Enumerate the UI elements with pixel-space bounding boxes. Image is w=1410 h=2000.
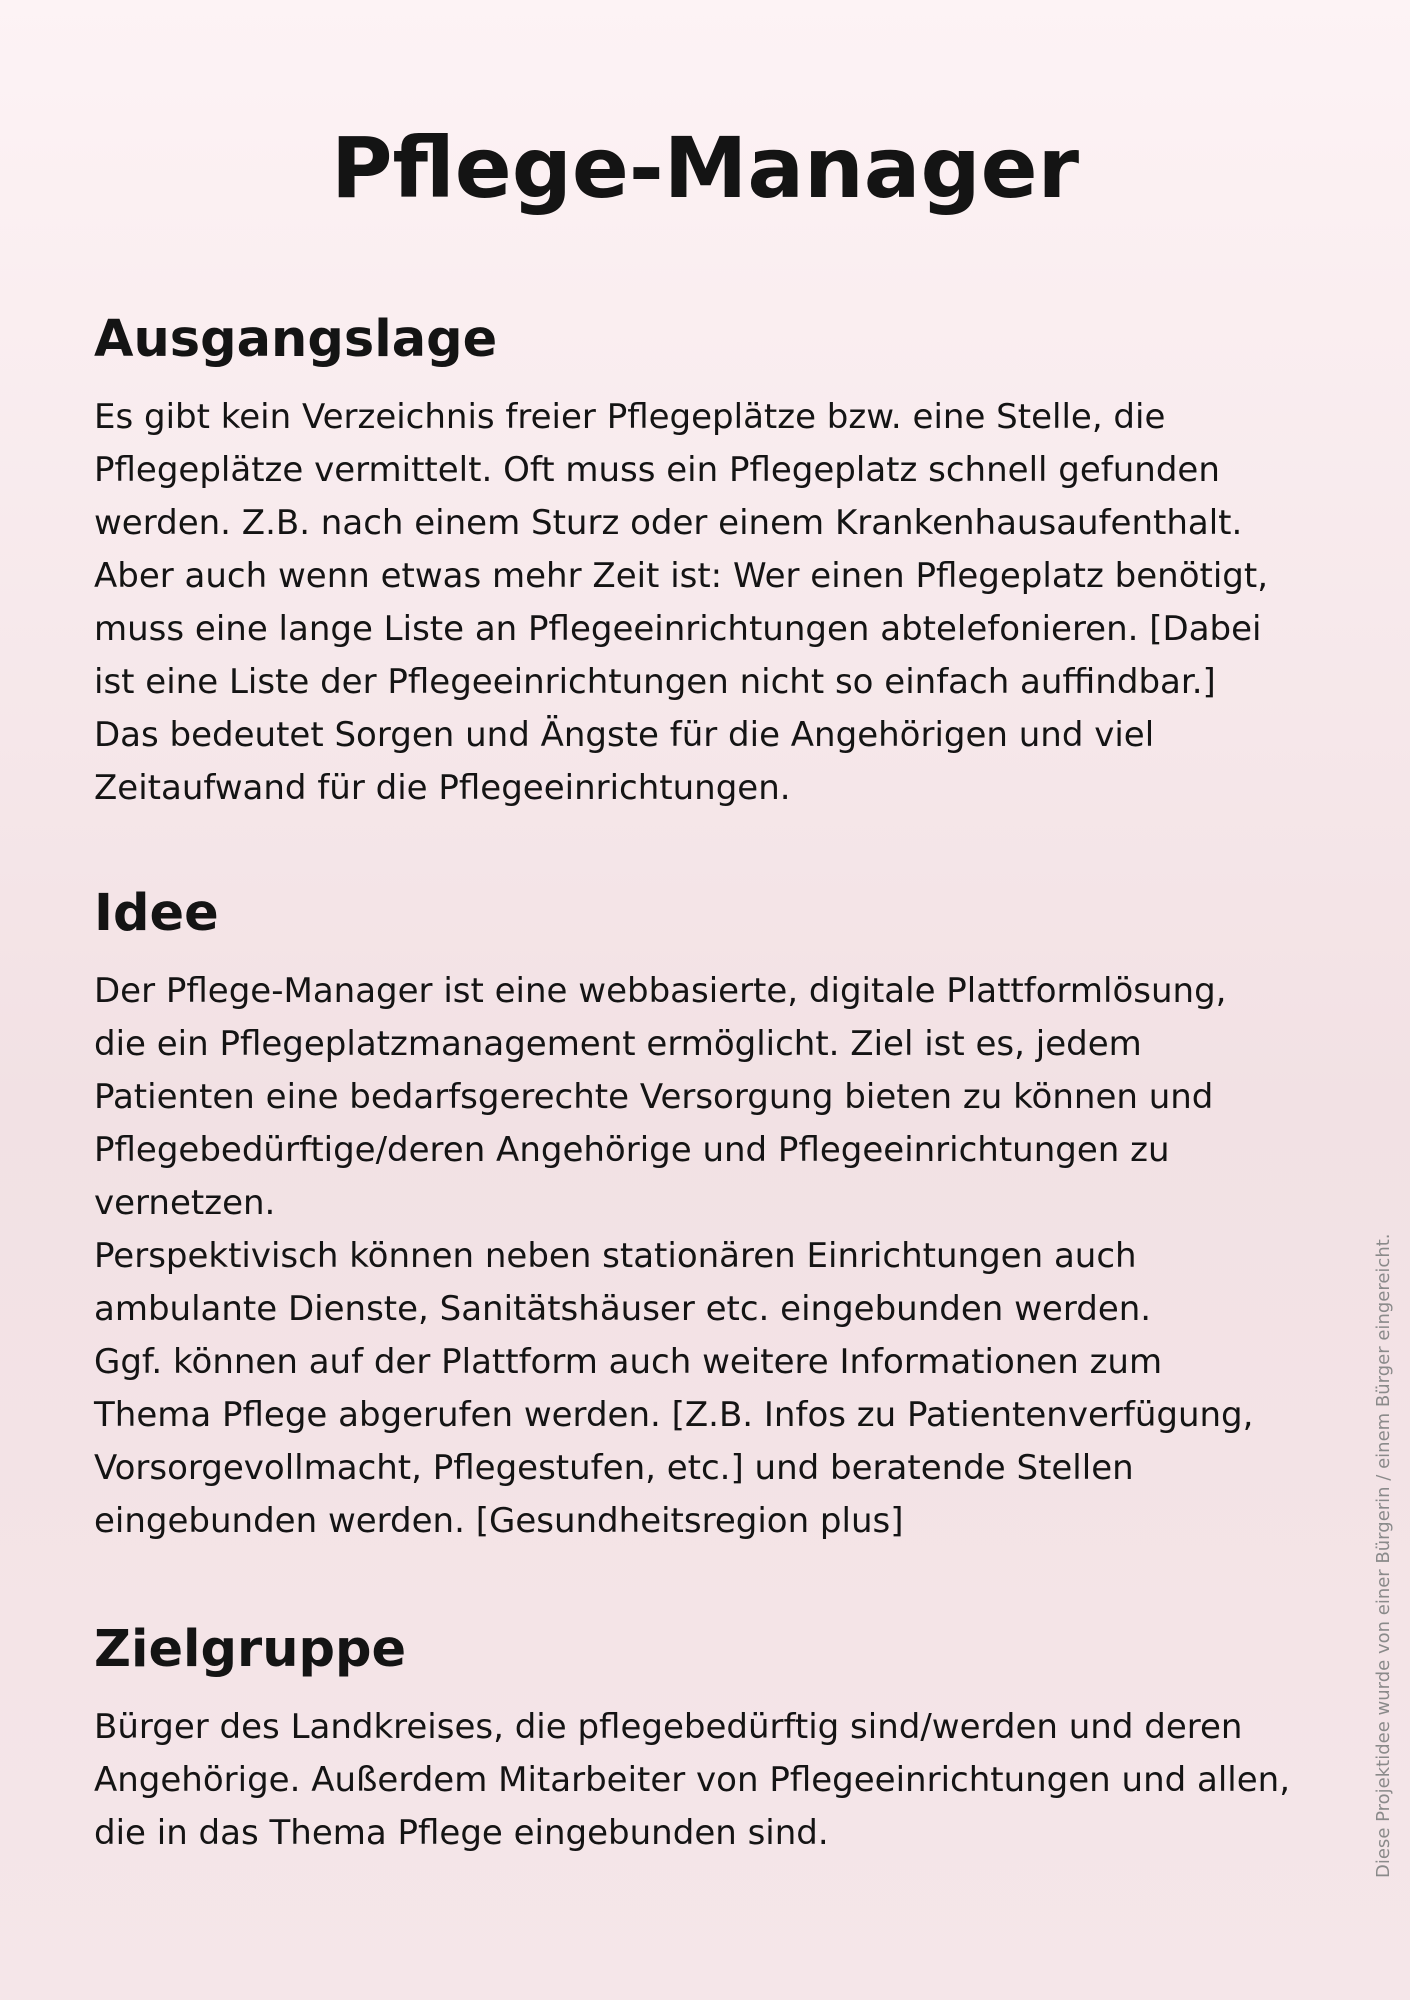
body-line: Bürger des Landkreises, die pflegebedürftig sind/werden und deren [94, 1707, 1243, 1747]
body-line: Ggf. können auf der Plattform auch weitere Informationen zum [94, 1342, 1163, 1382]
body-line: Pflegeplätze vermittelt. Oft muss ein Pflegeplatz schnell gefunden [94, 450, 1220, 490]
body-line: Es gibt kein Verzeichnis freier Pflegeplätze bzw. eine Stelle, die [94, 397, 1166, 437]
body-line: Pflegebedürftige/deren Angehörige und Pflegeeinrichtungen zu [94, 1130, 1170, 1170]
body-line: werden. Z.B. nach einem Sturz oder einem Krankenhausaufenthalt. [94, 503, 1243, 543]
body-line: Perspektivisch können neben stationären Einrichtungen auch [94, 1236, 1137, 1276]
body-line: Thema Pflege abgerufen werden. [Z.B. Infos zu Patientenverfügung, [94, 1395, 1254, 1435]
section-zielgruppe [94, 1619, 1324, 1860]
body-line: Angehörige. Außerdem Mitarbeiter von Pflegeeinrichtungen und allen, [94, 1760, 1291, 1800]
body-line: die in das Thema Pflege eingebunden sind. [94, 1813, 829, 1853]
section-heading: Idee [94, 884, 219, 943]
body-line: Der Pflege-Manager ist eine webbasierte, digitale Plattformlösung, [94, 971, 1227, 1011]
body-line: eingebunden werden. [Gesundheitsregion plus] [94, 1501, 904, 1541]
section-heading: Ausgangslage [94, 310, 498, 369]
body-line: Das bedeutet Sorgen und Ängste für die Angehörigen und viel [94, 715, 1155, 755]
section-body [94, 391, 1324, 815]
body-line: Patienten eine bedarfsgerechte Versorgung bieten zu können und [94, 1077, 1214, 1117]
body-line: Zeitaufwand für die Pflegeeinrichtungen. [94, 768, 791, 808]
section-heading: Zielgruppe [94, 1620, 407, 1679]
section-ausgangslage [94, 309, 1324, 815]
body-line: vernetzen. [94, 1183, 276, 1223]
section-body [94, 965, 1324, 1548]
body-line: Aber auch wenn etwas mehr Zeit ist: Wer einen Pflegeplatz benötigt, [94, 556, 1268, 596]
body-line: ambulante Dienste, Sanitätshäuser etc. eingebunden werden. [94, 1289, 1152, 1329]
body-line: die ein Pflegeplatzmanagement ermöglicht. Ziel ist es, jedem [94, 1024, 1142, 1064]
section-body [94, 1701, 1324, 1860]
body-line: Vorsorgevollmacht, Pflegestufen, etc.] und beratende Stellen [94, 1448, 1134, 1488]
body-line: ist eine Liste der Pflegeeinrichtungen nicht so einfach auffindbar.] [94, 662, 1216, 702]
section-idee [94, 883, 1324, 1548]
body-line: muss eine lange Liste an Pflegeeinrichtungen abtelefonieren. [Dabei [94, 609, 1262, 649]
page-title: Pflege-Manager [330, 119, 1080, 217]
submission-note: Diese Projektidee wurde von einer Bürgerin / einem Bürger eingereicht. [1373, 1233, 1394, 1878]
